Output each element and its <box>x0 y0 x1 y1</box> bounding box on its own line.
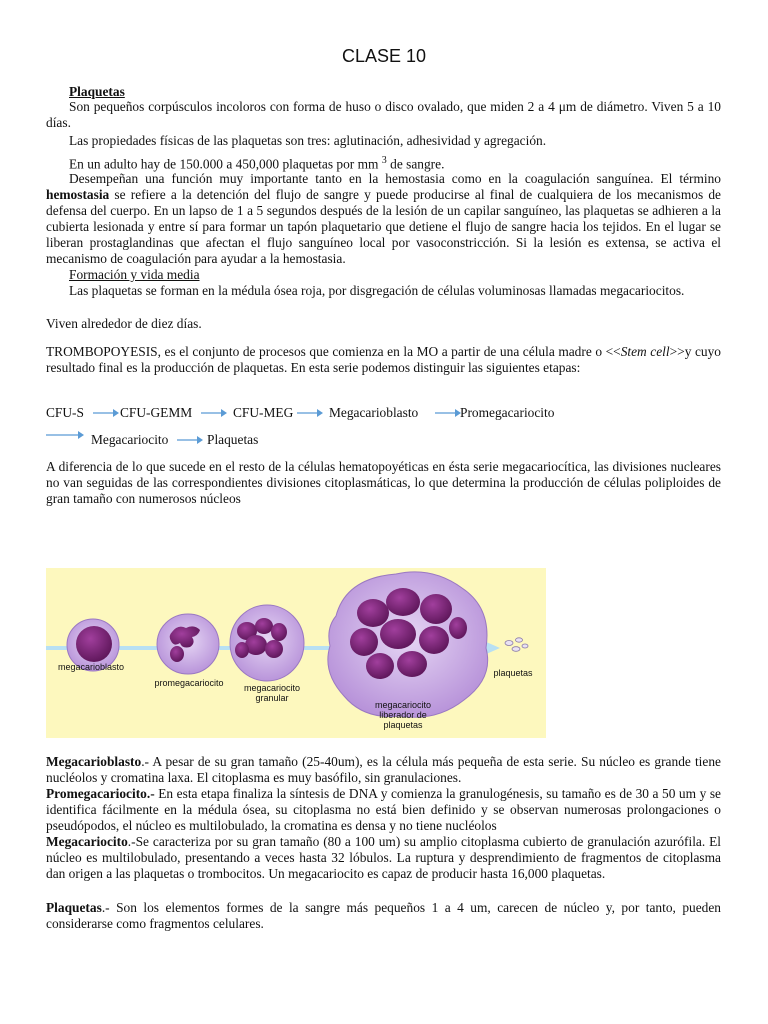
paragraph-vida: Viven alrededor de diez días. <box>46 316 202 331</box>
thrombopoiesis-illustration <box>46 568 546 738</box>
section-heading-formacion: Formación y vida media <box>69 267 200 282</box>
megacariocito-granular-cell <box>230 605 304 681</box>
chain-arrow-icon <box>435 408 461 418</box>
label-liberador-line3: plaquetas <box>383 720 423 730</box>
chain-item-cfu-s: CFU-S <box>46 405 84 420</box>
section-heading-plaquetas: Plaquetas <box>69 84 125 99</box>
chain-arrow-icon <box>93 408 119 418</box>
label-granular-line2: granular <box>255 693 289 703</box>
chain-arrow-icon <box>177 435 203 445</box>
paragraph-conteo: En un adulto hay de 150.000 a 450,000 plaquetas por mm $^3$ de sangre. <box>69 155 445 172</box>
megacariocito-liberador-cell <box>328 572 488 717</box>
chain-item-megacariocito: Megacariocito <box>91 432 169 447</box>
platelets-icon <box>505 638 528 652</box>
definition-plaquetas: Plaquetas.- Son los elementos formes de la sangre más pequeños 1 a 4 um, carecen de núcleo y, por tanto, pueden considerarse como fragmentos celulares. <box>46 900 721 931</box>
definition-megacarioblasto: Megacarioblasto.- A pesar de su gran tamaño (25-40um), es la célula más pequeña de esta serie. Su núcleo es grande tiene nucléolos y cromatina laxa. El citoplasma es muy basófilo, sin granulaciones. <box>46 754 721 785</box>
chain-arrow-icon <box>46 430 84 440</box>
chain-arrow-icon <box>297 408 323 418</box>
chain-item-promegacariocito: Promegacariocito <box>460 405 555 420</box>
label-promegacariocito: promegacariocito <box>154 678 224 688</box>
paragraph-formacion: Las plaquetas se forman en la médula ósea roja, por disgregación de células voluminosas llamadas megacariocitos. <box>69 283 685 298</box>
paragraph-diferencia: A diferencia de lo que sucede en el resto de la células hematopoyéticas en ésta serie megacariocítica, las divisiones nucleares no van seguidas de las correspondientes divisiones citoplasmáticas, lo que determina la producción de células poliploides de gran tamaño con numerosos núcleos <box>46 459 721 506</box>
chain-arrow-icon <box>201 408 227 418</box>
chain-item-cfu-meg: CFU-MEG <box>233 405 294 420</box>
label-megacarioblasto: megacarioblasto <box>57 662 125 672</box>
paragraph-hemostasia: Desempeñan una función muy importante tanto en la hemostasia como en la coagulación sanguínea. El término hemostasia se refiere a la detención del flujo de sangre y puede producirse al final de cualquiera de los mecanismos de defensa del cuerpo. En un lapso de 1 a 5 segundos después de la lesión de un capilar sanguíneo, las plaquetas se adhieren a la cubierta lesionada y entre sí para formar un tapón plaquetario que detiene el flujo de sangre hacia los tejidos. En el lugar se liberan prostaglandinas que afectan el flujo sanguíneo local por vasoconstricción. Si la lesión es extensa, se activa el mecanismo de coagulación para ayudar a la hemostasia. <box>46 171 721 266</box>
paragraph-propiedades: Las propiedades físicas de las plaquetas son tres: aglutinación, adhesividad y agregación. <box>69 133 547 148</box>
chain-item-plaquetas: Plaquetas <box>207 432 259 447</box>
label-plaquetas: plaquetas <box>493 668 533 678</box>
label-liberador-line2: liberador de <box>379 710 427 720</box>
label-liberador-line1: megacariocito <box>374 700 432 710</box>
paragraph-trombopoyesis: TROMBOPOYESIS, es el conjunto de procesos que comienza en la MO a partir de una célula madre o <<Stem cell>>y cuyo resultado final es la producción de plaquetas. En esta serie podemos distinguir las siguientes etapas: <box>46 344 721 375</box>
definition-megacariocito: Megacariocito.-Se caracteriza por su gran tamaño (80 a 100 um) su amplio citoplasma cubierto de granulación azurófila. El núcleo es multilobulado, presentando a veces hasta 32 lóbulos. La ruptura y desprendimiento de fragmentos de citoplasma dan origen a las plaquetas o trombocitos. Un megacariocito es capaz de producir hasta 16,000 plaquetas. <box>46 834 721 881</box>
chain-item-megacarioblasto: Megacarioblasto <box>329 405 419 420</box>
paragraph-plaquetas-intro: Son pequeños corpúsculos incoloros con forma de huso o disco ovalado, que miden 2 a 4 μm de diámetro. Viven 5 a 10 días. <box>46 99 721 130</box>
promegacariocito-cell <box>157 614 219 674</box>
definition-promegacariocito: Promegacariocito.- En esta etapa finaliza la síntesis de DNA y comienza la granulogénesis, su tamaño es de 30 a 50 um y se identifica fácilmente en la médula ósea, su citoplasma no está bien definido y se observan numerosas prolongaciones o pseudópodos, el núcleo es multilobulado, la cromatina es densa y no tiene nucléolos <box>46 786 721 833</box>
page-title: CLASE 10 <box>341 46 427 66</box>
thrombopoiesis-diagram <box>46 568 546 738</box>
label-granular-line1: megacariocito <box>243 683 301 693</box>
chain-item-cfu-gemm: CFU-GEMM <box>120 405 193 420</box>
